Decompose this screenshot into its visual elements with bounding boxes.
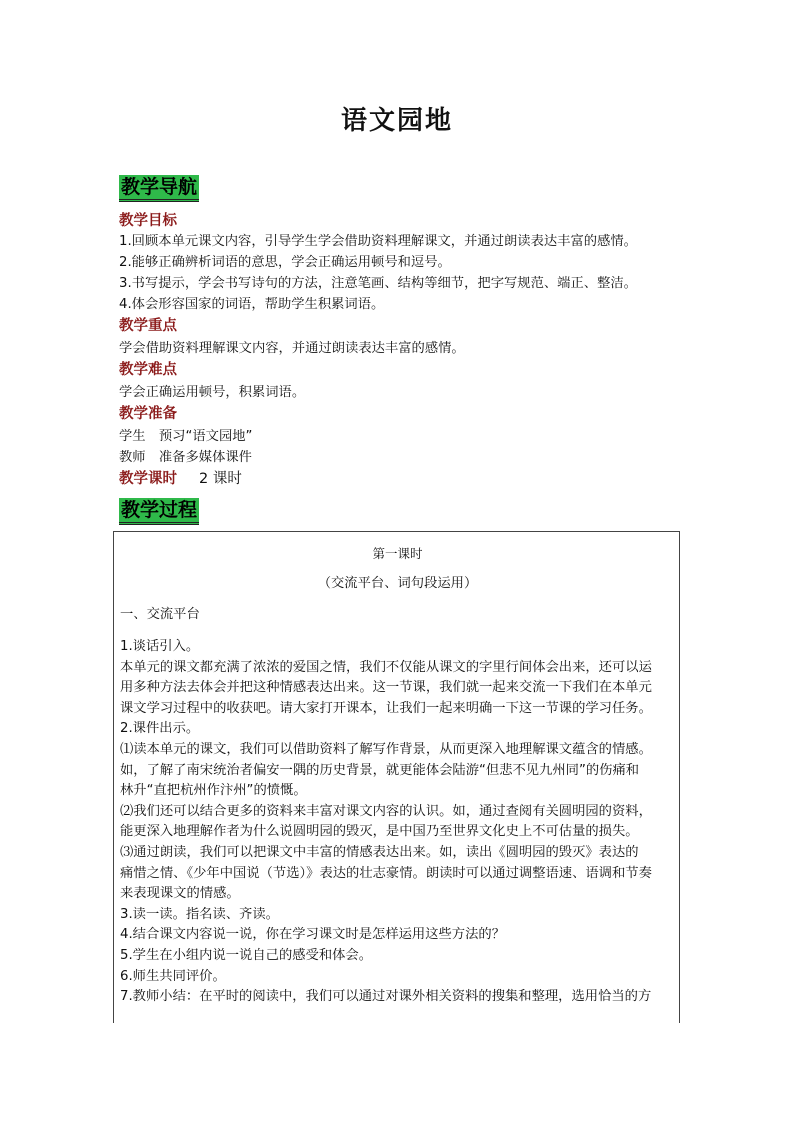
lesson-line: 能更深入地理解作者为什么说圆明园的毁灭，是中国乃至世界文化史上不可估量的损失。	[120, 824, 639, 840]
lesson-line: 如，了解了南宋统治者偏安一隅的历史背景，就更能体会陆游“但悲不见九州同”的伤痛和	[120, 762, 640, 778]
lesson-line: 本单元的课文都充满了浓浓的爱国之情，我们不仅能从课文的字里行间体会出来，还可以运	[120, 659, 652, 675]
lesson-line: 7.教师小结：在平时的阅读中，我们可以通过对课外相关资料的搜集和整理，选用恰当的方	[120, 989, 652, 1005]
key-points-heading: 教学重点	[119, 318, 177, 334]
class-hours-value: 2 课时	[199, 471, 242, 487]
lesson-line: ⑵我们还可以结合更多的资料来丰富对课文内容的认识。如，通过查阅有关圆明园的资料，	[120, 803, 652, 819]
lesson-line: 5.学生在小组内说一说自己的感受和体会。	[120, 948, 373, 963]
page-title: 语文园地	[340, 106, 453, 136]
lesson-line: 来表现课文的情感。	[120, 886, 240, 902]
lesson-title: 第一课时	[372, 546, 423, 561]
lesson-line: 6.师生共同评价。	[120, 968, 226, 984]
lesson-line: 林升“直把杭州作汴州”的愤慨。	[120, 783, 307, 799]
preparation-heading: 教学准备	[119, 406, 177, 422]
lesson-section-heading: 一、交流平台	[120, 607, 200, 622]
class-hours-row	[119, 469, 242, 489]
objective-item: 1.回顾本单元课文内容，引导学生学会借助资料理解课文，并通过朗读表达丰富的感情。	[119, 234, 637, 249]
lesson-line: 用多种方法去体会并把这种情感表达出来。这一节课，我们就一起来交流一下我们在本单元	[120, 680, 652, 696]
section-heading-nav: 教学导航	[119, 175, 199, 202]
class-hours-heading: 教学课时	[119, 471, 177, 487]
objective-item: 2.能够正确辨析词语的意思，学会正确运用顿号和逗号。	[119, 255, 451, 270]
objective-item: 4.体会形容国家的词语，帮助学生积累词语。	[119, 297, 385, 312]
preparation-student: 学生 预习“语文园地”	[119, 429, 253, 444]
lesson-line: ⑶通过朗读，我们可以把课文中丰富的情感表达出来。如，读出《圆明园的毁灭》表达的	[120, 845, 639, 860]
objective-item: 3.书写提示，学会书写诗句的方法，注意笔画、结构等细节，把字写规范、端正、整洁。	[119, 276, 637, 291]
preparation-teacher: 教师 准备多媒体课件	[119, 450, 252, 465]
difficulty-text: 学会正确运用顿号，积累词语。	[119, 385, 306, 400]
lesson-line: 4.结合课文内容说一说，你在学习课文时是怎样运用这些方法的？	[120, 927, 505, 943]
difficulty-heading: 教学难点	[119, 362, 177, 378]
lesson-line: 痛惜之情、《少年中国说（节选）》表达的壮志豪情。朗读时可以通过调整语速、语调和节奏	[120, 865, 652, 881]
lesson-line: 2.课件出示。	[120, 721, 200, 737]
objectives-heading: 教学目标	[119, 213, 177, 229]
lesson-line: 1.谈话引入。	[120, 639, 200, 654]
lesson-subtitle: （交流平台、词句段运用）	[317, 576, 478, 591]
lesson-table	[113, 531, 680, 1023]
lesson-line: 课文学习过程中的收获吧。请大家打开课本，让我们一起来明确一下这一节课的学习任务。	[120, 700, 652, 716]
lesson-line: ⑴读本单元的课文，我们可以借助资料了解写作背景，从而更深入地理解课文蕴含的情感。	[120, 742, 652, 757]
lesson-line: 3.读一读。指名读、齐读。	[120, 906, 279, 922]
section-heading-process: 教学过程	[119, 498, 199, 525]
key-points-text: 学会借助资料理解课文内容，并通过朗读表达丰富的感情。	[119, 341, 465, 356]
